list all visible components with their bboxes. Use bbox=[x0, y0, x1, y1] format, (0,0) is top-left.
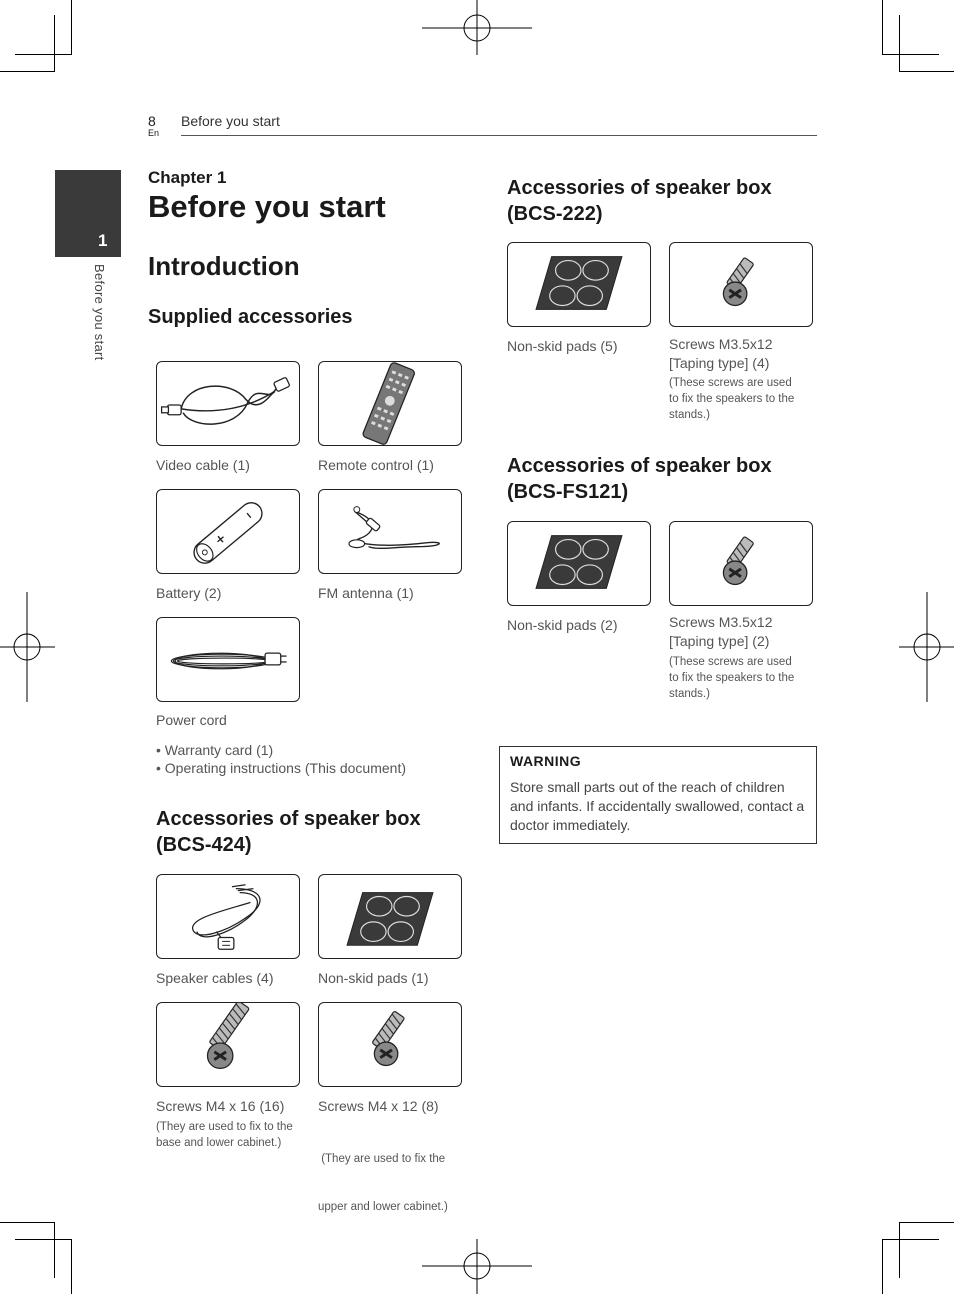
note-screw-m4x16: (They are used to fix to the base and lower cabinet.) bbox=[156, 1121, 293, 1149]
section-heading-bcsfs121: Accessories of speaker box (BCS-FS121) bbox=[507, 455, 772, 503]
fm-antenna-box bbox=[318, 489, 462, 574]
screw-icon bbox=[157, 1003, 299, 1086]
page-title: Before you start bbox=[148, 189, 386, 224]
screw-m4x12-box bbox=[318, 1002, 462, 1087]
section-heading-bcs424: Accessories of speaker box (BCS-424) bbox=[156, 808, 421, 856]
caption-non-skid-pads-bcs424: Non-skid pads (1) bbox=[318, 970, 429, 986]
caption-screws-bcs222: Screws M3.5x12 [Taping type] (4) bbox=[669, 336, 773, 371]
page-number: 8 bbox=[148, 113, 156, 129]
warning-title: WARNING bbox=[510, 753, 582, 769]
screw-m4x16-box bbox=[156, 1002, 300, 1087]
non-skid-pads-icon bbox=[508, 243, 650, 326]
note-screws-bcsfs121: (These screws are used to fix the speakers to the stands.) bbox=[669, 656, 795, 700]
video-cable-box bbox=[156, 361, 300, 446]
page-language: En bbox=[148, 128, 160, 138]
caption-non-skid-pads-bcs222: Non-skid pads (5) bbox=[507, 338, 618, 354]
remote-control-box bbox=[318, 361, 462, 446]
chapter-label: Chapter 1 bbox=[148, 168, 227, 187]
power-cord-box bbox=[156, 617, 300, 702]
non-skid-pads-box-bcs222 bbox=[507, 242, 651, 327]
non-skid-pads-box-bcs424 bbox=[318, 874, 462, 959]
non-skid-pads-box-bcsfs121 bbox=[507, 521, 651, 606]
note-screws-bcs222: (These screws are used to fix the speakers to the stands.) bbox=[669, 377, 795, 421]
screw-icon bbox=[319, 1003, 461, 1086]
bullet-warranty-card: • Warranty card (1) bbox=[156, 742, 274, 758]
remote-control-icon bbox=[319, 362, 461, 445]
warning-text: Store small parts out of the reach of children and infants. If accidentally swallowed, contact a doctor immediately. bbox=[510, 779, 805, 833]
video-cable-icon bbox=[157, 362, 299, 445]
caption-non-skid-pads-bcsfs121: Non-skid pads (2) bbox=[507, 617, 618, 633]
non-skid-pads-icon bbox=[319, 875, 461, 958]
screw-m3-box-bcsfs121 bbox=[669, 521, 813, 606]
speaker-cables-icon bbox=[157, 875, 299, 958]
caption-screw-m4x12: Screws M4 x 12 (8) bbox=[318, 1098, 439, 1114]
screw-m3-box-bcs222 bbox=[669, 242, 813, 327]
section-heading-supplied: Supplied accessories bbox=[148, 306, 353, 328]
chapter-tab-number: 1 bbox=[98, 231, 108, 250]
chapter-tab-label: Before you start bbox=[92, 264, 107, 361]
section-heading-bcs222: Accessories of speaker box (BCS-222) bbox=[507, 177, 772, 225]
header-rule bbox=[181, 135, 817, 136]
caption-battery: Battery (2) bbox=[156, 585, 222, 601]
caption-screw-m4x16: Screws M4 x 16 (16) bbox=[156, 1098, 285, 1114]
caption-remote-control: Remote control (1) bbox=[318, 457, 434, 473]
battery-icon bbox=[157, 490, 299, 573]
running-header-title: Before you start bbox=[181, 113, 280, 129]
speaker-cables-box bbox=[156, 874, 300, 959]
power-cord-icon bbox=[157, 618, 299, 701]
note-screw-m4x12: (They are used to fix the upper and lower cabinet.) bbox=[318, 1153, 448, 1213]
bullet-operating-instructions: • Operating instructions (This document) bbox=[156, 760, 407, 776]
section-heading-introduction: Introduction bbox=[148, 251, 300, 281]
battery-box bbox=[156, 489, 300, 574]
caption-speaker-cables: Speaker cables (4) bbox=[156, 970, 274, 986]
screw-icon bbox=[670, 243, 812, 326]
fm-antenna-icon bbox=[319, 490, 461, 573]
caption-screws-bcsfs121: Screws M3.5x12 [Taping type] (2) bbox=[669, 614, 773, 649]
non-skid-pads-icon bbox=[508, 522, 650, 605]
screw-icon bbox=[670, 522, 812, 605]
caption-power-cord: Power cord bbox=[156, 712, 227, 728]
caption-video-cable: Video cable (1) bbox=[156, 457, 250, 473]
caption-fm-antenna: FM antenna (1) bbox=[318, 585, 414, 601]
chapter-tab bbox=[55, 170, 121, 257]
